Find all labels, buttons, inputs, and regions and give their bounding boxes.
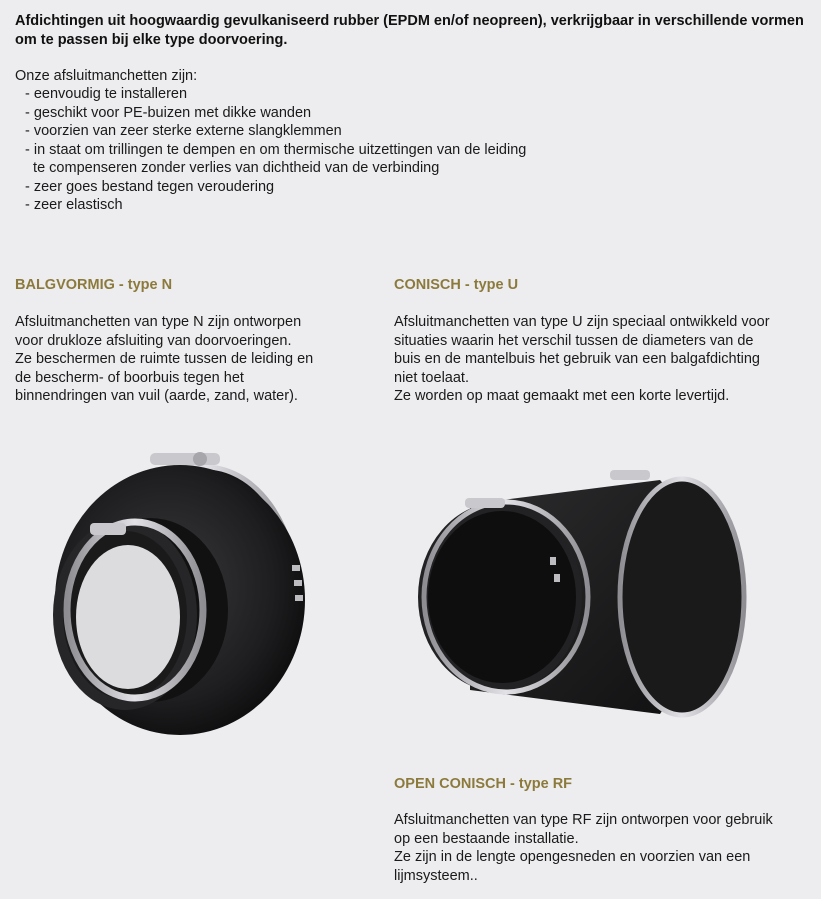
- feature-item: - zeer goes bestand tegen veroudering: [25, 178, 275, 195]
- section-body-open-conisch: [394, 811, 773, 885]
- body-line: binnendringen van vuil (aarde, zand, water).: [15, 388, 298, 404]
- section-title-conisch: CONISCH - type U: [394, 277, 519, 293]
- body-line: lijmsysteem..: [394, 867, 478, 884]
- body-line: Afsluitmanchetten van type RF zijn ontworpen voor gebruik: [394, 812, 773, 828]
- conical-seal-illustration: [410, 462, 760, 727]
- body-line: buis en de mantelbuis het gebruik van een balgafdichting: [394, 351, 760, 367]
- body-line: Afsluitmanchetten van type U zijn speciaal ontwikkeld voor: [394, 314, 770, 330]
- feature-item: - eenvoudig te installeren: [25, 86, 188, 102]
- section-body-balgvormig: [15, 313, 313, 406]
- feature-item: - voorzien van zeer sterke externe slangklemmen: [25, 123, 342, 139]
- body-line: niet toelaat.: [394, 369, 469, 386]
- body-line: situaties waarin het verschil tussen de diameters van de: [394, 332, 754, 349]
- body-line: Afsluitmanchetten van type N zijn ontworpen: [15, 314, 302, 330]
- feature-item: te compenseren zonder verlies van dichtheid van de verbinding: [25, 160, 440, 176]
- body-line: Ze worden op maat gemaakt met een korte levertijd.: [394, 388, 730, 404]
- feature-item: - in staat om trillingen te dempen en om thermische uitzettingen van de leiding: [25, 141, 527, 158]
- section-title-balgvormig: BALGVORMIG - type N: [15, 277, 173, 293]
- feature-item: - geschikt voor PE-buizen met dikke wanden: [25, 104, 312, 121]
- feature-list: [15, 85, 526, 215]
- body-line: Ze beschermen de ruimte tussen de leiding en: [15, 351, 314, 367]
- feature-item: - zeer elastisch: [25, 197, 123, 213]
- section-title-open-conisch: OPEN CONISCH - type RF: [394, 776, 573, 792]
- bellows-seal-illustration: [30, 445, 320, 745]
- body-line: op een bestaande installatie.: [394, 830, 579, 847]
- body-line: Ze zijn in de lengte opengesneden en voorzien van een: [394, 849, 751, 865]
- section-body-conisch: [394, 313, 770, 406]
- intro-lead: Onze afsluitmanchetten zijn:: [15, 68, 198, 84]
- body-line: de bescherm- of boorbuis tegen het: [15, 369, 244, 386]
- body-line: voor drukloze afsluiting van doorvoeringen.: [15, 332, 292, 349]
- intro-heading: Afdichtingen uit hoogwaardig gevulkaniseerd rubber (EPDM en/of neopreen), verkrijgbaar in verschillende vormen om te passen bij elke type doorvoering.: [15, 13, 804, 48]
